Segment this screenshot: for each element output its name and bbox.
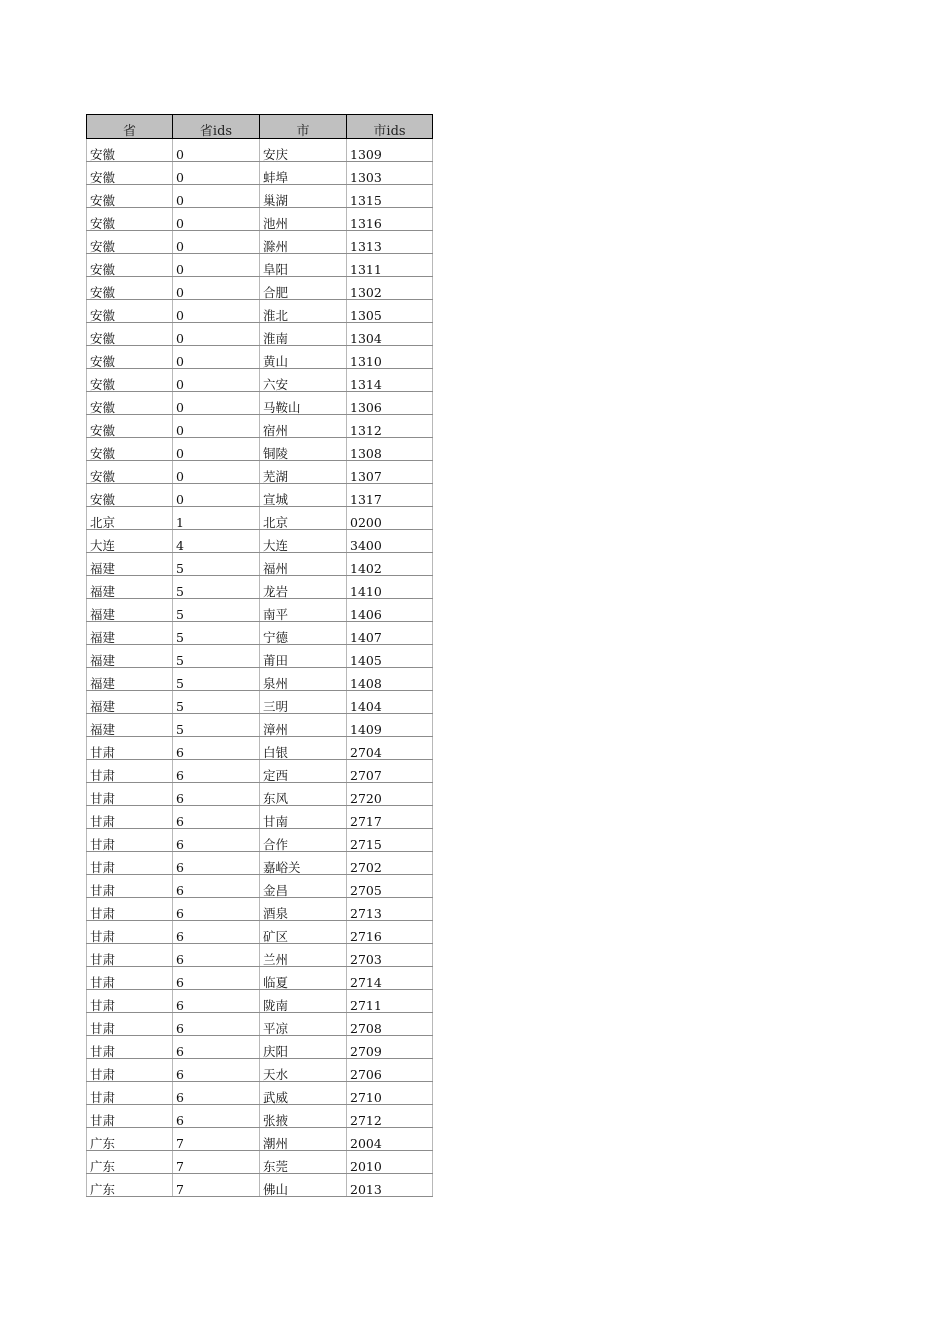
- city-ids-cell: 1304: [347, 323, 433, 346]
- province-ids-cell: 6: [173, 967, 260, 990]
- city-cell: 芜湖: [260, 461, 347, 484]
- table-row: [87, 1059, 433, 1082]
- province-cell: 安徽: [87, 415, 173, 438]
- city-cell: 兰州: [260, 944, 347, 967]
- province-ids-cell: 0: [173, 254, 260, 277]
- city-ids-cell: 1410: [347, 576, 433, 599]
- table-row: [87, 162, 433, 185]
- city-cell: 宿州: [260, 415, 347, 438]
- city-cell: 漳州: [260, 714, 347, 737]
- province-ids-cell: 6: [173, 1013, 260, 1036]
- table-row: [87, 737, 433, 760]
- province-cell: 福建: [87, 599, 173, 622]
- province-cell: 安徽: [87, 369, 173, 392]
- table-row: [87, 231, 433, 254]
- city-ids-cell: 2703: [347, 944, 433, 967]
- city-ids-cell: 0200: [347, 507, 433, 530]
- city-cell: 陇南: [260, 990, 347, 1013]
- city-ids-cell: 2713: [347, 898, 433, 921]
- province-cell: 安徽: [87, 277, 173, 300]
- table-row: [87, 622, 433, 645]
- province-ids-cell: 6: [173, 783, 260, 806]
- province-cell: 甘肃: [87, 737, 173, 760]
- province-cell: 甘肃: [87, 1082, 173, 1105]
- city-cell: 滁州: [260, 231, 347, 254]
- header-city-ids: 市ids: [347, 115, 433, 139]
- province-cell: 福建: [87, 714, 173, 737]
- city-ids-cell: 1317: [347, 484, 433, 507]
- header-province: 省: [87, 115, 173, 139]
- city-ids-cell: 1306: [347, 392, 433, 415]
- province-cell: 大连: [87, 530, 173, 553]
- city-ids-cell: 2709: [347, 1036, 433, 1059]
- province-ids-cell: 5: [173, 622, 260, 645]
- province-cell: 甘肃: [87, 760, 173, 783]
- province-cell: 安徽: [87, 139, 173, 162]
- province-ids-cell: 0: [173, 300, 260, 323]
- province-ids-cell: 6: [173, 1105, 260, 1128]
- table-row: [87, 1036, 433, 1059]
- province-ids-cell: 6: [173, 1036, 260, 1059]
- table-row: [87, 530, 433, 553]
- city-ids-cell: 2712: [347, 1105, 433, 1128]
- city-ids-cell: 1314: [347, 369, 433, 392]
- table-row: [87, 1013, 433, 1036]
- city-cell: 佛山: [260, 1174, 347, 1197]
- city-cell: 南平: [260, 599, 347, 622]
- city-cell: 莆田: [260, 645, 347, 668]
- city-cell: 泉州: [260, 668, 347, 691]
- table-row: [87, 783, 433, 806]
- province-ids-cell: 6: [173, 990, 260, 1013]
- city-ids-cell: 2714: [347, 967, 433, 990]
- province-cell: 甘肃: [87, 967, 173, 990]
- table-row: [87, 691, 433, 714]
- city-ids-cell: 1409: [347, 714, 433, 737]
- province-cell: 甘肃: [87, 1105, 173, 1128]
- province-ids-cell: 6: [173, 737, 260, 760]
- city-cell: 铜陵: [260, 438, 347, 461]
- city-cell: 福州: [260, 553, 347, 576]
- province-ids-cell: 7: [173, 1174, 260, 1197]
- table-row: [87, 507, 433, 530]
- province-ids-cell: 5: [173, 691, 260, 714]
- city-ids-cell: 2708: [347, 1013, 433, 1036]
- province-ids-cell: 5: [173, 645, 260, 668]
- province-ids-cell: 5: [173, 576, 260, 599]
- province-cell: 甘肃: [87, 875, 173, 898]
- province-ids-cell: 5: [173, 668, 260, 691]
- city-cell: 三明: [260, 691, 347, 714]
- province-cell: 甘肃: [87, 852, 173, 875]
- city-cell: 合作: [260, 829, 347, 852]
- table-row: [87, 300, 433, 323]
- province-cell: 甘肃: [87, 990, 173, 1013]
- province-cell: 甘肃: [87, 921, 173, 944]
- province-cell: 安徽: [87, 484, 173, 507]
- table-row: [87, 875, 433, 898]
- city-ids-cell: 1407: [347, 622, 433, 645]
- province-ids-cell: 0: [173, 185, 260, 208]
- table-row: [87, 1151, 433, 1174]
- city-cell: 合肥: [260, 277, 347, 300]
- province-cell: 安徽: [87, 185, 173, 208]
- province-ids-cell: 5: [173, 553, 260, 576]
- table-row: [87, 484, 433, 507]
- table-row: [87, 1105, 433, 1128]
- city-cell: 潮州: [260, 1128, 347, 1151]
- province-ids-cell: 0: [173, 208, 260, 231]
- table-row: [87, 415, 433, 438]
- city-ids-cell: 1311: [347, 254, 433, 277]
- province-cell: 安徽: [87, 162, 173, 185]
- city-ids-cell: 2010: [347, 1151, 433, 1174]
- province-cell: 甘肃: [87, 1059, 173, 1082]
- province-ids-cell: 1: [173, 507, 260, 530]
- city-ids-cell: 2717: [347, 806, 433, 829]
- city-cell: 阜阳: [260, 254, 347, 277]
- province-cell: 福建: [87, 668, 173, 691]
- city-ids-cell: 1404: [347, 691, 433, 714]
- province-cell: 甘肃: [87, 1036, 173, 1059]
- province-cell: 甘肃: [87, 829, 173, 852]
- header-province-ids: 省ids: [173, 115, 260, 139]
- city-ids-cell: 2720: [347, 783, 433, 806]
- province-ids-cell: 0: [173, 277, 260, 300]
- table-row: [87, 599, 433, 622]
- city-cell: 池州: [260, 208, 347, 231]
- city-cell: 天水: [260, 1059, 347, 1082]
- city-ids-cell: 2004: [347, 1128, 433, 1151]
- province-city-table: [86, 114, 433, 1197]
- city-cell: 甘南: [260, 806, 347, 829]
- city-cell: 庆阳: [260, 1036, 347, 1059]
- province-ids-cell: 0: [173, 484, 260, 507]
- province-cell: 甘肃: [87, 1013, 173, 1036]
- table-row: [87, 967, 433, 990]
- table-row: [87, 392, 433, 415]
- city-cell: 宣城: [260, 484, 347, 507]
- province-ids-cell: 0: [173, 139, 260, 162]
- table-row: [87, 852, 433, 875]
- table-row: [87, 277, 433, 300]
- province-ids-cell: 0: [173, 323, 260, 346]
- city-cell: 东风: [260, 783, 347, 806]
- table-row: [87, 438, 433, 461]
- province-cell: 广东: [87, 1151, 173, 1174]
- city-cell: 宁德: [260, 622, 347, 645]
- province-cell: 安徽: [87, 438, 173, 461]
- province-ids-cell: 6: [173, 1059, 260, 1082]
- table-row: [87, 323, 433, 346]
- province-cell: 安徽: [87, 231, 173, 254]
- city-ids-cell: 1303: [347, 162, 433, 185]
- province-ids-cell: 0: [173, 162, 260, 185]
- province-ids-cell: 7: [173, 1128, 260, 1151]
- city-ids-cell: 2013: [347, 1174, 433, 1197]
- province-ids-cell: 0: [173, 369, 260, 392]
- table-row: [87, 553, 433, 576]
- city-ids-cell: 1315: [347, 185, 433, 208]
- table-row: [87, 760, 433, 783]
- city-cell: 马鞍山: [260, 392, 347, 415]
- province-ids-cell: 4: [173, 530, 260, 553]
- province-ids-cell: 6: [173, 1082, 260, 1105]
- city-cell: 张掖: [260, 1105, 347, 1128]
- city-cell: 大连: [260, 530, 347, 553]
- table-row: [87, 944, 433, 967]
- city-ids-cell: 1313: [347, 231, 433, 254]
- province-ids-cell: 0: [173, 231, 260, 254]
- city-ids-cell: 2715: [347, 829, 433, 852]
- city-ids-cell: 1405: [347, 645, 433, 668]
- city-ids-cell: 1307: [347, 461, 433, 484]
- province-cell: 福建: [87, 576, 173, 599]
- city-ids-cell: 1408: [347, 668, 433, 691]
- city-ids-cell: 2704: [347, 737, 433, 760]
- province-ids-cell: 6: [173, 944, 260, 967]
- province-cell: 甘肃: [87, 806, 173, 829]
- table-row: [87, 921, 433, 944]
- province-cell: 广东: [87, 1128, 173, 1151]
- city-ids-cell: 2711: [347, 990, 433, 1013]
- province-cell: 甘肃: [87, 944, 173, 967]
- province-cell: 甘肃: [87, 783, 173, 806]
- province-cell: 福建: [87, 645, 173, 668]
- city-ids-cell: 2707: [347, 760, 433, 783]
- city-cell: 平凉: [260, 1013, 347, 1036]
- table-row: [87, 346, 433, 369]
- city-ids-cell: 1406: [347, 599, 433, 622]
- province-cell: 安徽: [87, 392, 173, 415]
- province-cell: 福建: [87, 553, 173, 576]
- city-cell: 白银: [260, 737, 347, 760]
- city-cell: 淮北: [260, 300, 347, 323]
- city-cell: 巢湖: [260, 185, 347, 208]
- city-ids-cell: 3400: [347, 530, 433, 553]
- table-row: [87, 139, 433, 162]
- city-cell: 六安: [260, 369, 347, 392]
- table-body: [87, 139, 433, 1197]
- city-ids-cell: 1305: [347, 300, 433, 323]
- province-ids-cell: 7: [173, 1151, 260, 1174]
- city-cell: 金昌: [260, 875, 347, 898]
- province-ids-cell: 5: [173, 599, 260, 622]
- city-cell: 酒泉: [260, 898, 347, 921]
- province-ids-cell: 0: [173, 461, 260, 484]
- city-ids-cell: 1402: [347, 553, 433, 576]
- province-cell: 安徽: [87, 208, 173, 231]
- province-ids-cell: 6: [173, 806, 260, 829]
- table-row: [87, 208, 433, 231]
- table-row: [87, 1082, 433, 1105]
- city-ids-cell: 1308: [347, 438, 433, 461]
- table-row: [87, 461, 433, 484]
- province-cell: 甘肃: [87, 898, 173, 921]
- city-ids-cell: 1310: [347, 346, 433, 369]
- table-row: [87, 714, 433, 737]
- province-ids-cell: 6: [173, 760, 260, 783]
- province-cell: 安徽: [87, 346, 173, 369]
- header-row: [87, 115, 433, 139]
- province-ids-cell: 0: [173, 392, 260, 415]
- province-ids-cell: 0: [173, 346, 260, 369]
- province-ids-cell: 6: [173, 921, 260, 944]
- table-row: [87, 1174, 433, 1197]
- city-ids-cell: 1309: [347, 139, 433, 162]
- city-ids-cell: 1316: [347, 208, 433, 231]
- table-row: [87, 645, 433, 668]
- city-cell: 安庆: [260, 139, 347, 162]
- city-cell: 北京: [260, 507, 347, 530]
- city-ids-cell: 2710: [347, 1082, 433, 1105]
- city-cell: 龙岩: [260, 576, 347, 599]
- city-cell: 嘉峪关: [260, 852, 347, 875]
- city-cell: 蚌埠: [260, 162, 347, 185]
- province-ids-cell: 5: [173, 714, 260, 737]
- header-city: 市: [260, 115, 347, 139]
- table-row: [87, 185, 433, 208]
- province-ids-cell: 6: [173, 829, 260, 852]
- province-cell: 安徽: [87, 461, 173, 484]
- province-cell: 安徽: [87, 254, 173, 277]
- province-ids-cell: 0: [173, 415, 260, 438]
- province-cell: 福建: [87, 691, 173, 714]
- city-ids-cell: 2706: [347, 1059, 433, 1082]
- city-ids-cell: 2716: [347, 921, 433, 944]
- city-cell: 东莞: [260, 1151, 347, 1174]
- city-ids-cell: 2702: [347, 852, 433, 875]
- city-cell: 矿区: [260, 921, 347, 944]
- province-cell: 广东: [87, 1174, 173, 1197]
- province-cell: 安徽: [87, 323, 173, 346]
- table-row: [87, 806, 433, 829]
- table-row: [87, 898, 433, 921]
- city-cell: 定西: [260, 760, 347, 783]
- city-ids-cell: 1312: [347, 415, 433, 438]
- province-cell: 北京: [87, 507, 173, 530]
- province-cell: 福建: [87, 622, 173, 645]
- province-ids-cell: 6: [173, 852, 260, 875]
- province-cell: 安徽: [87, 300, 173, 323]
- city-ids-cell: 2705: [347, 875, 433, 898]
- table-row: [87, 254, 433, 277]
- table-row: [87, 1128, 433, 1151]
- province-ids-cell: 6: [173, 898, 260, 921]
- city-cell: 临夏: [260, 967, 347, 990]
- city-cell: 武威: [260, 1082, 347, 1105]
- province-ids-cell: 0: [173, 438, 260, 461]
- city-ids-cell: 1302: [347, 277, 433, 300]
- city-cell: 淮南: [260, 323, 347, 346]
- province-ids-cell: 6: [173, 875, 260, 898]
- table-row: [87, 369, 433, 392]
- table-row: [87, 576, 433, 599]
- city-cell: 黄山: [260, 346, 347, 369]
- table-row: [87, 668, 433, 691]
- table-row: [87, 990, 433, 1013]
- table-row: [87, 829, 433, 852]
